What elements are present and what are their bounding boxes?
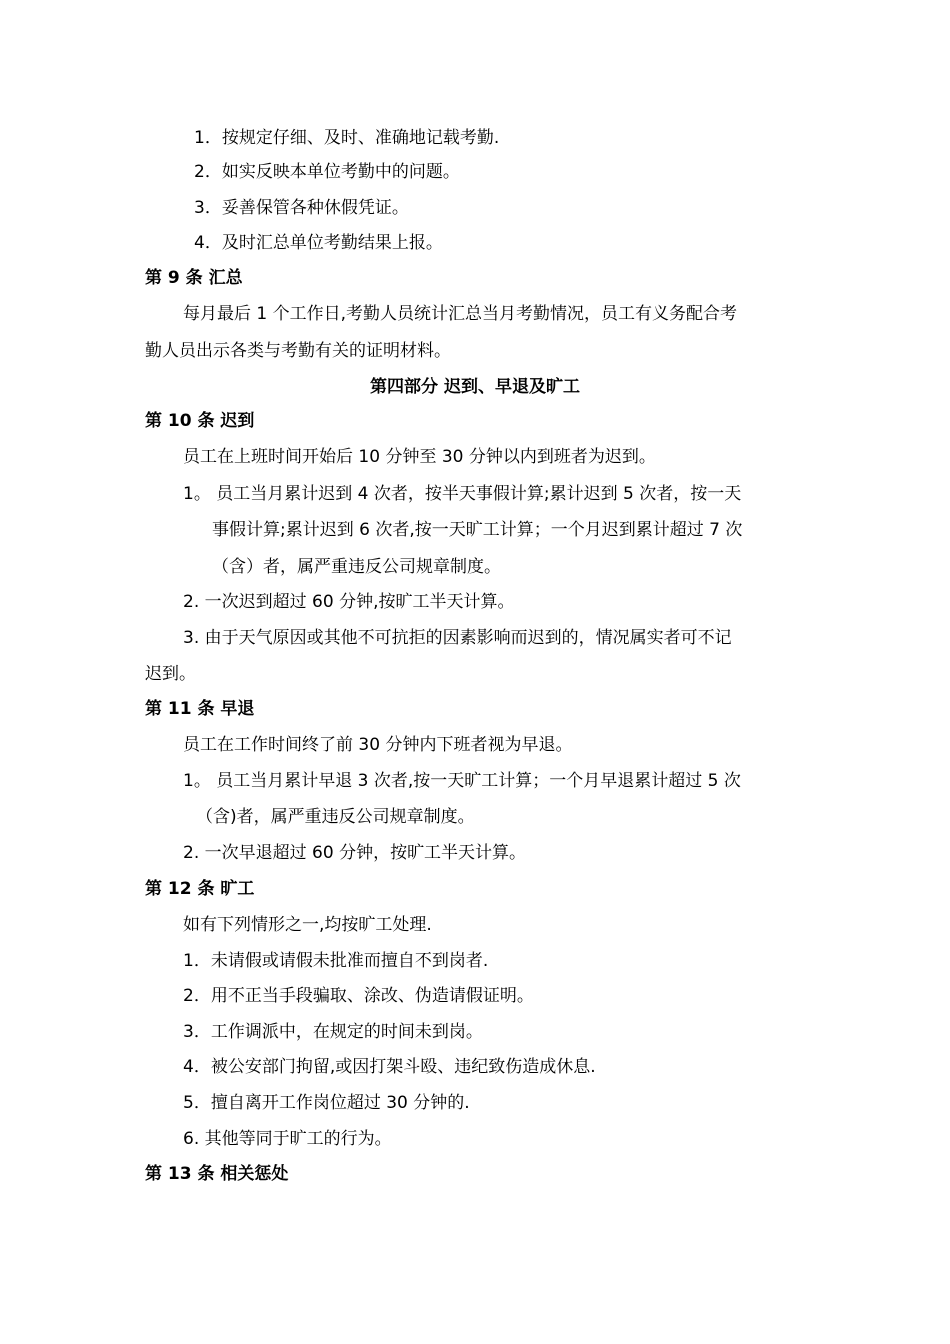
list-item: 1。 员工当月累计迟到 4 次者，按半天事假计算;累计迟到 5 次者，按一天: [183, 484, 742, 504]
list-item: 6. 其他等同于旷工的行为。: [183, 1129, 392, 1149]
paragraph-line: 如有下列情形之一,均按旷工处理.: [183, 915, 432, 935]
section-heading: 第 9 条 汇总: [145, 268, 243, 288]
section-heading: 第 12 条 旷工: [145, 879, 255, 899]
list-item-continuation: 迟到。: [145, 664, 196, 684]
list-item: 4．及时汇总单位考勤结果上报。: [194, 233, 443, 253]
list-item: 2. 一次迟到超过 60 分钟,按旷工半天计算。: [183, 592, 515, 612]
section-heading: 第 10 条 迟到: [145, 411, 255, 431]
list-item: 1．按规定仔细、及时、准确地记载考勤.: [194, 128, 500, 148]
list-item: 3．工作调派中，在规定的时间未到岗。: [183, 1022, 483, 1042]
paragraph-line: 勤人员出示各类与考勤有关的证明材料。: [145, 341, 451, 361]
paragraph-line: 员工在工作时间终了前 30 分钟内下班者视为早退。: [183, 735, 573, 755]
list-item: 1。 员工当月累计早退 3 次者,按一天旷工计算；一个月早退累计超过 5 次: [183, 771, 741, 791]
paragraph-line: 员工在上班时间开始后 10 分钟至 30 分钟以内到班者为迟到。: [183, 447, 656, 467]
list-item: 3. 由于天气原因或其他不可抗拒的因素影响而迟到的，情况属实者可不记: [183, 628, 732, 648]
list-item-continuation: 事假计算;累计迟到 6 次者,按一天旷工计算；一个月迟到累计超过 7 次: [212, 520, 743, 540]
section-heading: 第 13 条 相关惩处: [145, 1164, 289, 1184]
list-item: 2．如实反映本单位考勤中的问题。: [194, 162, 460, 182]
list-item: 3．妥善保管各种休假凭证。: [194, 198, 409, 218]
list-item-continuation: （含)者，属严重违反公司规章制度。: [196, 807, 475, 827]
list-item: 5．擅自离开工作岗位超过 30 分钟的.: [183, 1093, 470, 1113]
list-item: 4．被公安部门拘留,或因打架斗殴、违纪致伤造成休息.: [183, 1057, 596, 1077]
paragraph-line: 每月最后 1 个工作日,考勤人员统计汇总当月考勤情况，员工有义务配合考: [183, 304, 738, 324]
section-heading: 第 11 条 早退: [145, 699, 255, 719]
list-item: 2．用不正当手段骗取、涂改、伪造请假证明。: [183, 986, 534, 1006]
list-item-continuation: （含）者，属严重违反公司规章制度。: [212, 557, 501, 577]
list-item: 1．未请假或请假未批准而擅自不到岗者.: [183, 951, 489, 971]
list-item: 2. 一次早退超过 60 分钟，按旷工半天计算。: [183, 843, 527, 863]
part-heading: 第四部分 迟到、早退及旷工: [370, 377, 580, 397]
